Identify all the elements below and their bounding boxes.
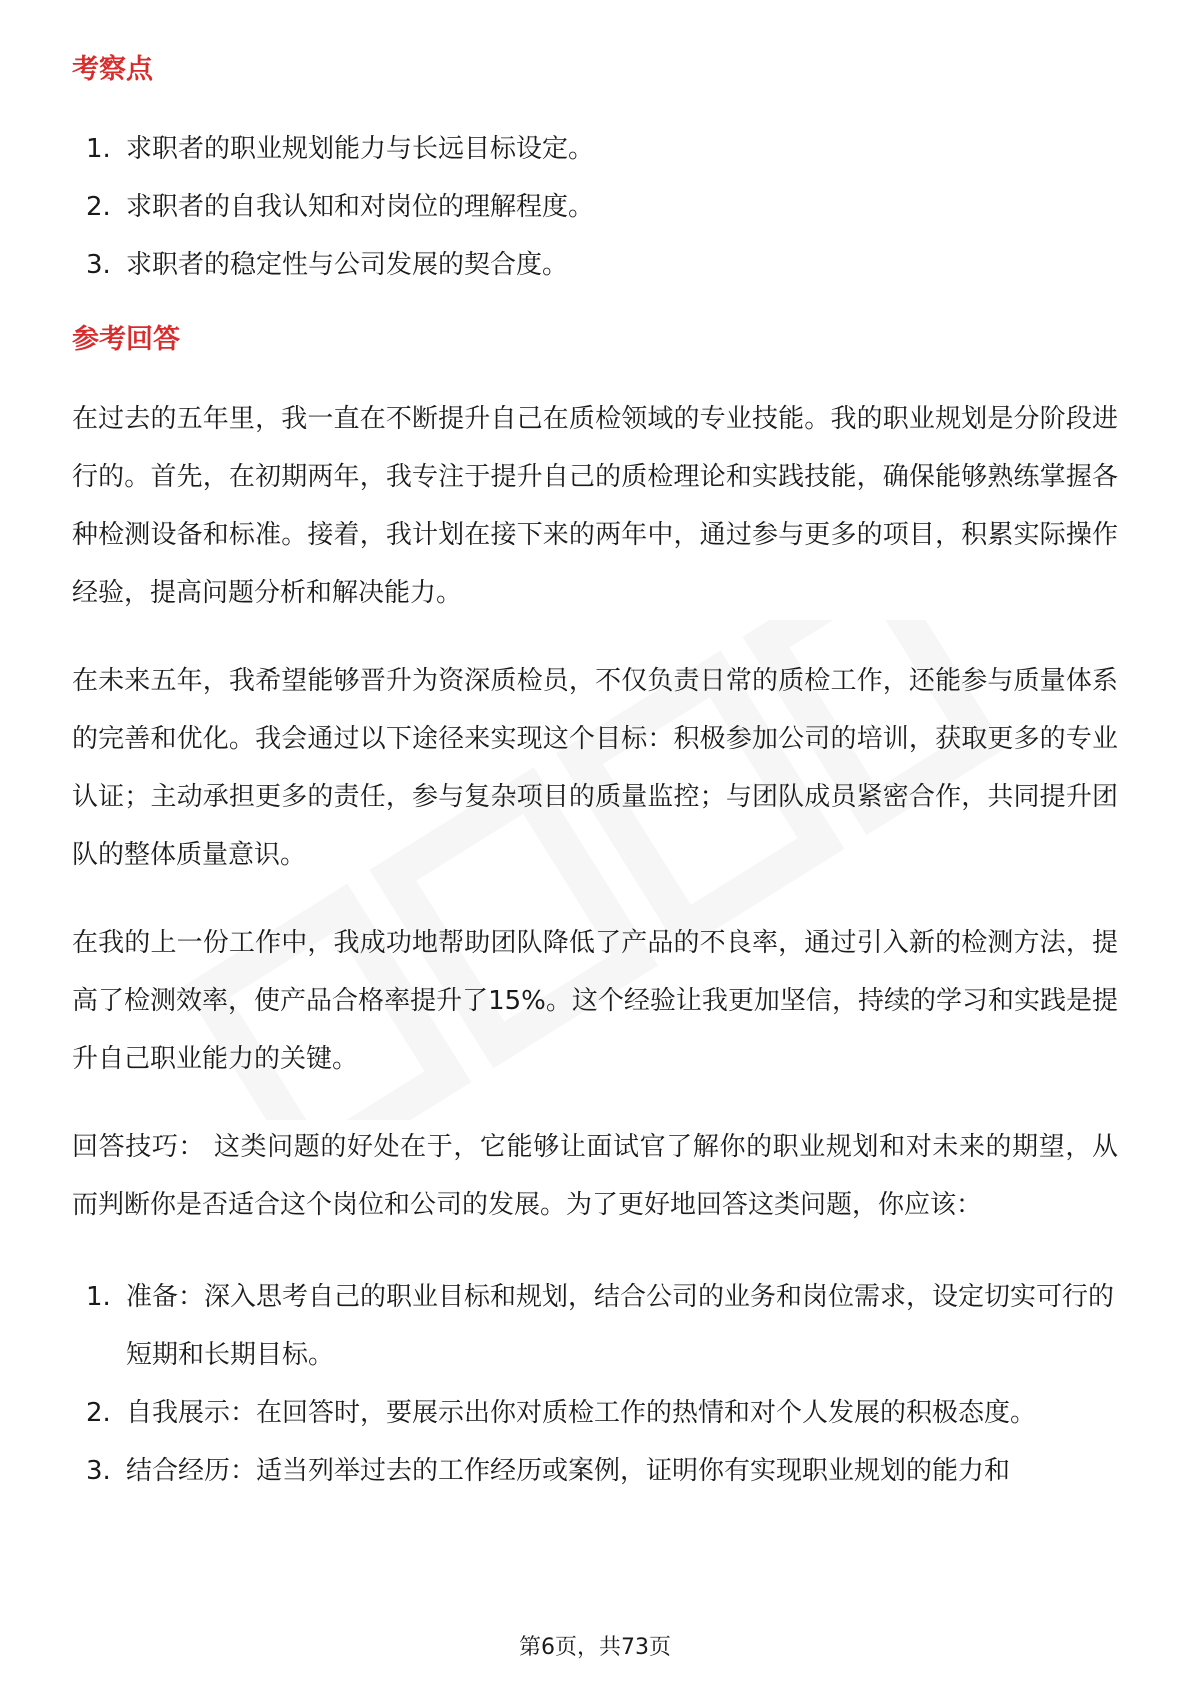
- list-number: 3.: [86, 1456, 111, 1486]
- page-number: 第6页，共73页: [519, 1635, 671, 1660]
- document-page: [72, 50, 1118, 1500]
- list-item: [72, 178, 1118, 236]
- list-text: 自我展示：在回答时，要展示出你对质检工作的热情和对个人发展的积极态度。: [126, 1398, 1037, 1428]
- list-text: 准备：深入思考自己的职业目标和规划，结合公司的业务和岗位需求，设定切实可行的短期和长期目标。: [126, 1282, 1115, 1370]
- list-item: [72, 120, 1118, 178]
- list-text: 求职者的自我认知和对岗位的理解程度。: [126, 192, 595, 222]
- list-text: 求职者的稳定性与公司发展的契合度。: [126, 250, 569, 280]
- list-number: 2.: [86, 192, 111, 222]
- list-text: 结合经历：适当列举过去的工作经历或案例，证明你有实现职业规划的能力和: [126, 1456, 1011, 1486]
- list-item: [72, 236, 1118, 294]
- answer-paragraph: 在过去的五年里，我一直在不断提升自己在质检领域的专业技能。我的职业规划是分阶段进行的。首先，在初期两年，我专注于提升自己的质检理论和实践技能，确保能够熟练掌握各种检测设备和标准。接着，我计划在接下来的两年中，通过参与更多的项目，积累实际操作经验，提高问题分析和解决能力。: [72, 404, 1118, 608]
- list-number: 1.: [86, 134, 111, 164]
- section-title-focus: 考察点: [72, 54, 153, 85]
- answer-paragraph: 在我的上一份工作中，我成功地帮助团队降低了产品的不良率，通过引入新的检测方法，提高了检测效率，使产品合格率提升了15%。这个经验让我更加坚信，持续的学习和实践是提升自己职业能力的关键。: [72, 928, 1118, 1074]
- answer-paragraph: 在未来五年，我希望能够晋升为资深质检员，不仅负责日常的质检工作，还能参与质量体系的完善和优化。我会通过以下途径来实现这个目标：积极参加公司的培训，获取更多的专业认证；主动承担更多的责任，参与复杂项目的质量监控；与团队成员紧密合作，共同提升团队的整体质量意识。: [72, 666, 1118, 870]
- tips-list: [72, 1268, 1118, 1500]
- focus-list: [72, 120, 1118, 294]
- list-item: [72, 1384, 1118, 1442]
- tips-intro-paragraph: 回答技巧： 这类问题的好处在于，它能够让面试官了解你的职业规划和对未来的期望，从而判断你是否适合这个岗位和公司的发展。为了更好地回答这类问题，你应该：: [72, 1132, 1118, 1220]
- list-number: 1.: [86, 1282, 111, 1312]
- list-item: [72, 1268, 1118, 1384]
- section-title-reference-answer: 参考回答: [72, 324, 180, 355]
- list-text: 求职者的职业规划能力与长远目标设定。: [126, 134, 595, 164]
- list-number: 2.: [86, 1398, 111, 1428]
- list-item: [72, 1442, 1118, 1500]
- list-number: 3.: [86, 250, 111, 280]
